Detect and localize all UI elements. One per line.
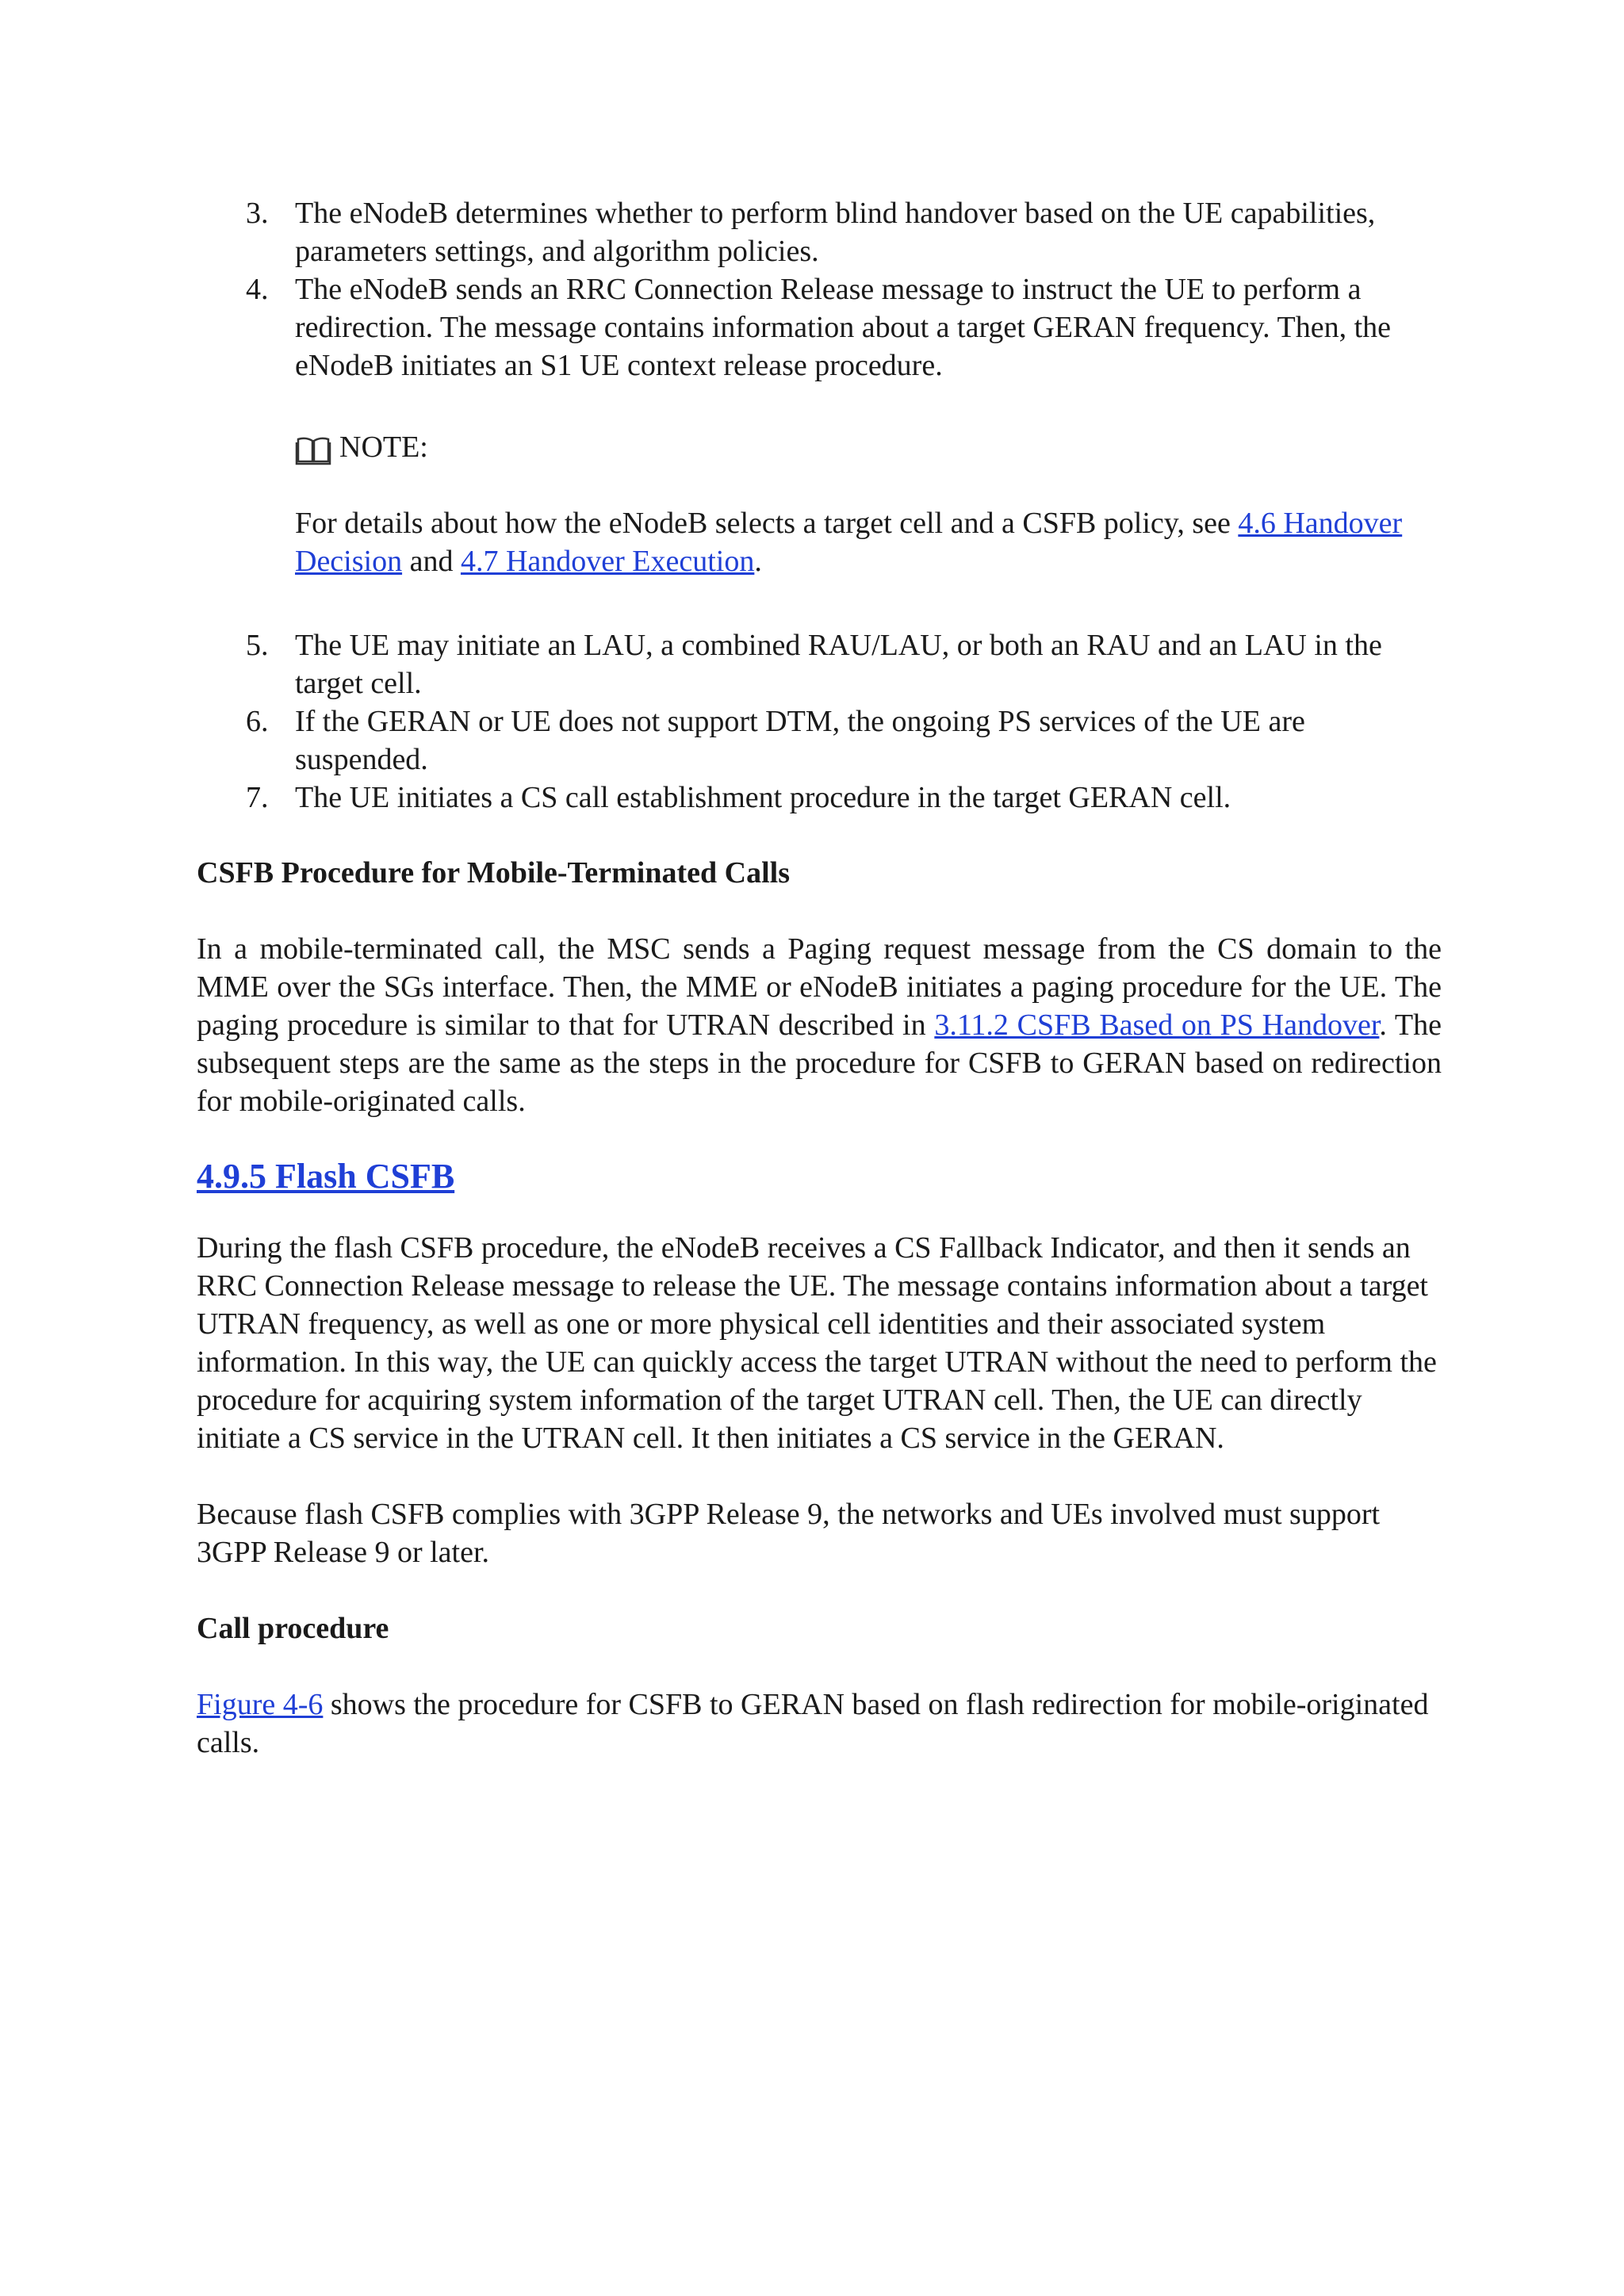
book-icon — [295, 434, 331, 466]
list-item — [238, 626, 1443, 702]
list-item — [238, 779, 1443, 817]
list-item — [238, 702, 1443, 779]
section-title[interactable]: 4.9.5 Flash CSFB — [197, 1157, 455, 1196]
flash-csfb-section — [197, 1154, 1442, 1762]
note-label: NOTE: — [339, 430, 428, 464]
step-text: If the GERAN or UE does not support DTM, the ongoing PS services of the UE are suspended. — [295, 705, 1305, 776]
handover-decision-link[interactable]: 4.6 Handover Decision — [295, 507, 1403, 578]
mt-para-before: In a mobile-terminated call, the MSC sends a Paging request message from the CS domain to the MME over the SGs interface. Then, the MME or eNodeB initiates a paging procedure for the UE. The paging procedure is similar to that for UTRAN described in — [197, 932, 1442, 1042]
call-procedure-heading: Call procedure — [197, 1612, 389, 1645]
procedure-steps-bottom — [238, 626, 1443, 817]
step-text: The eNodeB determines whether to perform blind handover based on the UE capabilities, parameters settings, and algorithm policies. — [295, 197, 1376, 268]
step-text: The eNodeB sends an RRC Connection Release message to instruct the UE to perform a redirection. The message contains information about a target GERAN frequency. Then, the eNodeB initiates an S1 UE context release procedure. — [295, 273, 1391, 382]
note-text-before: For details about how the eNodeB selects a target cell and a CSFB policy, see — [295, 507, 1239, 540]
list-item — [238, 270, 1443, 385]
note-text — [295, 504, 1421, 580]
step-number: 4. — [246, 273, 269, 306]
note-text-middle: and — [402, 545, 461, 578]
procedure-steps-top — [238, 194, 1443, 385]
figure-reference-paragraph — [197, 1686, 1442, 1762]
note-header — [295, 428, 1421, 466]
figure-text: shows the procedure for CSFB to GERAN based on flash redirection for mobile-originated calls. — [197, 1688, 1429, 1759]
mt-paragraph — [197, 930, 1442, 1120]
csfb-ps-handover-link[interactable]: 3.11.2 CSFB Based on PS Handover — [934, 1008, 1380, 1042]
list-item — [238, 194, 1443, 270]
step-text: The UE initiates a CS call establishment procedure in the target GERAN cell. — [295, 781, 1231, 814]
figure-link[interactable]: Figure 4-6 — [197, 1688, 324, 1721]
step-number: 7. — [246, 781, 269, 814]
step-number: 3. — [246, 197, 269, 230]
mt-para-after: . The subsequent steps are the same as the steps in the procedure for CSFB to GERAN based on redirection for mobile-originated calls. — [197, 1008, 1442, 1118]
handover-execution-link[interactable]: 4.7 Handover Execution — [460, 545, 755, 578]
step-number: 6. — [246, 705, 269, 738]
flash-paragraph-1: During the flash CSFB procedure, the eNodeB receives a CS Fallback Indicator, and then it sends an RRC Connection Release message to release the UE. The message contains information about a target UTRAN frequency, as well as one or more physical cell identities and their associated system information. In this way, the UE can quickly access the target UTRAN without the need to perform the procedure for acquiring system information of the target UTRAN cell. Then, the UE can directly initiate a CS service in the UTRAN cell. It then initiates a CS service in the GERAN. — [197, 1231, 1437, 1455]
mt-section — [197, 854, 1442, 1120]
mt-heading: CSFB Procedure for Mobile-Terminated Calls — [197, 856, 790, 890]
step-number: 5. — [246, 629, 269, 662]
note-box — [295, 428, 1421, 580]
step-text: The UE may initiate an LAU, a combined RAU/LAU, or both an RAU and an LAU in the target cell. — [295, 629, 1382, 700]
flash-paragraph-2: Because flash CSFB complies with 3GPP Release 9, the networks and UEs involved must support 3GPP Release 9 or later. — [197, 1498, 1381, 1569]
note-text-after: . — [754, 545, 762, 578]
